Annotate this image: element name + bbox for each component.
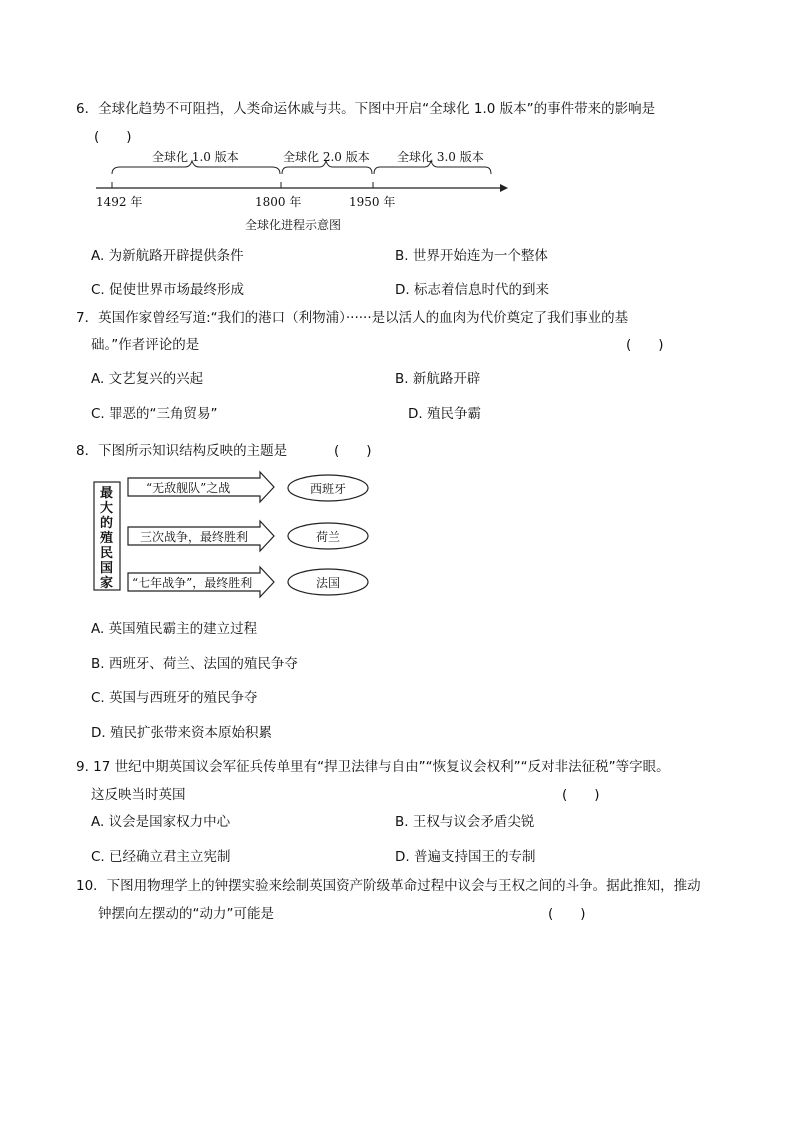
q8-option-c[interactable]: C. 英国与西班牙的殖民争夺 (91, 690, 258, 706)
q7-option-d[interactable]: D. 殖民争霸 (408, 406, 481, 422)
q9-stem: 9. 17 世纪中期英国议会军征兵传单里有“捍卫法律与自由”“恢复议会权利”“反对非法征税”等字眼。 (76, 759, 670, 775)
left-char-6: 国 (100, 561, 114, 576)
left-char-3: 的 (100, 516, 114, 531)
q7-stem: 7．英国作家曾经写道:“我们的港口（利物浦）······是以活人的血肉为代价奠定了我们事业的基 (76, 310, 629, 326)
year-1950: 1950 年 (349, 195, 396, 209)
q8-answer-paren: ( ) (334, 443, 372, 459)
q6-answer-paren: ( ) (94, 129, 132, 145)
timeline-arrow (500, 184, 508, 192)
q7-option-b[interactable]: B. 新航路开辟 (395, 371, 481, 387)
left-char-5: 民 (100, 546, 114, 561)
q8-option-b[interactable]: B. 西班牙、荷兰、法国的殖民争夺 (91, 656, 298, 672)
q7-option-c[interactable]: C. 罪恶的“三角贸易” (91, 406, 218, 422)
country-1: 西班牙 (310, 482, 347, 496)
left-char-2: 大 (100, 501, 114, 516)
label-global-3: 全球化 3.0 版本 (397, 150, 484, 164)
q8-option-d[interactable]: D. 殖民扩张带来资本原始积累 (91, 725, 272, 741)
q10-stem-cont: 钟摆向左摆动的“动力”可能是 (98, 906, 274, 922)
q9-answer-paren: ( ) (562, 787, 600, 803)
q10-answer-paren: ( ) (548, 906, 586, 922)
q6-option-d[interactable]: D. 标志着信息时代的到来 (395, 282, 549, 298)
q8-stem: 8．下图所示知识结构反映的主题是 (76, 443, 288, 459)
arrow-2-text: 三次战争，最终胜利 (140, 530, 249, 544)
q6-option-b[interactable]: B. 世界开始连为一个整体 (395, 248, 548, 264)
arrow-3-text: “七年战争”，最终胜利 (132, 576, 253, 590)
q6-globalization-diagram (90, 145, 520, 235)
arrow-1-text: “无敌舰队”之战 (146, 481, 231, 495)
q10-stem: 10．下图用物理学上的钟摆实验来绘制英国资产阶级革命过程中议会与王权之间的斗争。据此推知，推动 (76, 878, 701, 894)
q9-option-d[interactable]: D. 普遍支持国王的专制 (395, 849, 536, 865)
year-1800: 1800 年 (255, 195, 302, 209)
q7-answer-paren: ( ) (626, 337, 664, 353)
q9-option-a[interactable]: A. 议会是国家权力中心 (91, 814, 231, 830)
q6-option-a[interactable]: A. 为新航路开辟提供条件 (91, 248, 244, 264)
country-3: 法国 (316, 576, 341, 590)
country-2: 荷兰 (316, 530, 341, 544)
q6-option-c[interactable]: C. 促使世界市场最终形成 (91, 282, 245, 298)
q9-stem-cont: 这反映当时英国 (91, 787, 186, 803)
left-char-1: 最 (100, 486, 114, 501)
q9-option-b[interactable]: B. 王权与议会矛盾尖锐 (395, 814, 535, 830)
q7-stem-cont: 础。”作者评论的是 (91, 337, 200, 353)
left-char-4: 殖 (100, 531, 114, 546)
q8-option-a[interactable]: A. 英国殖民霸主的建立过程 (91, 621, 258, 637)
q7-option-a[interactable]: A. 文艺复兴的兴起 (91, 371, 204, 387)
year-1492: 1492 年 (96, 195, 143, 209)
q6-stem: 6．全球化趋势不可阻挡，人类命运休戚与共。下图中开启“全球化 1.0 版本”的事件带来的影响是 (76, 101, 656, 117)
q8-structure-diagram (92, 470, 382, 600)
label-global-2: 全球化 2.0 版本 (283, 150, 370, 164)
left-char-7: 家 (100, 576, 114, 591)
q9-option-c[interactable]: C. 已经确立君主立宪制 (91, 849, 231, 865)
label-global-1: 全球化 1.0 版本 (152, 150, 239, 164)
diagram-caption: 全球化进程示意图 (245, 218, 342, 232)
